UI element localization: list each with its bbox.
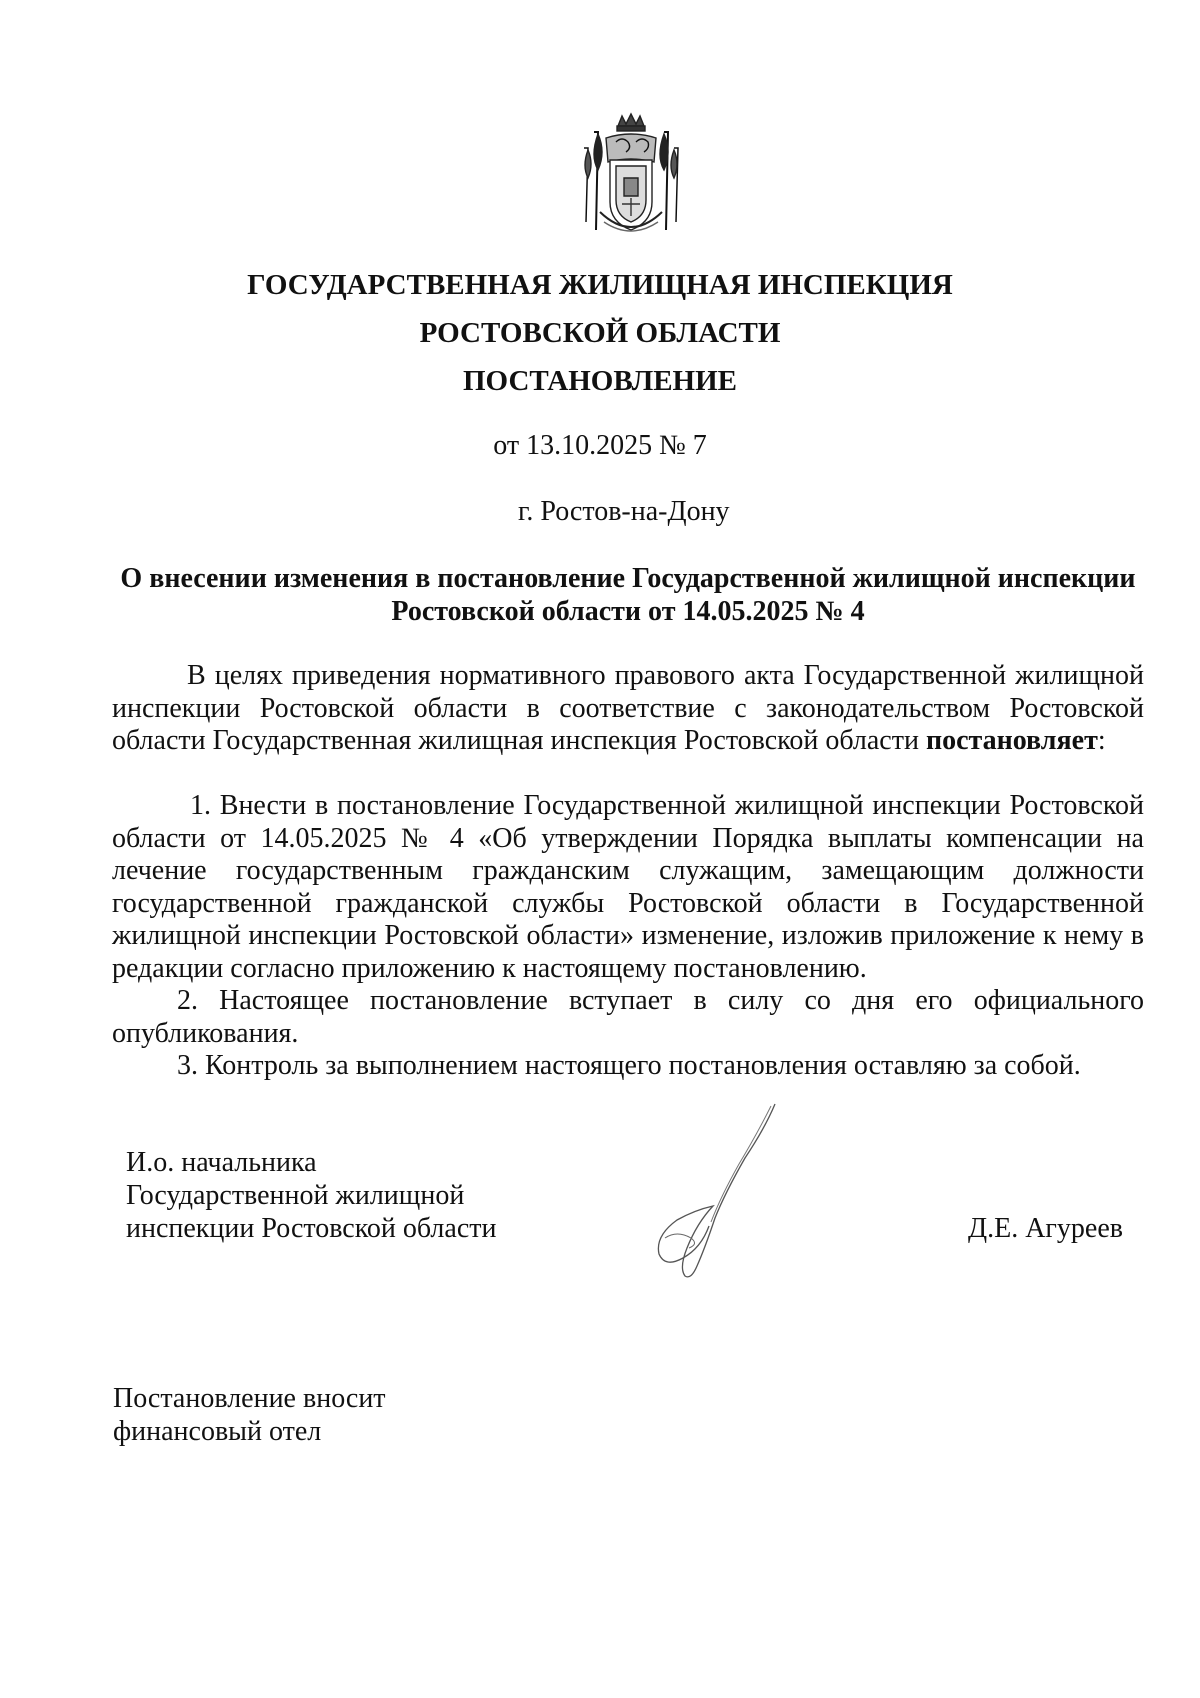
authority-region: РОСТОВСКОЙ ОБЛАСТИ <box>419 317 781 349</box>
signatory-name: Д.Е. Агуреев <box>968 1213 1123 1244</box>
submitted-by <box>113 1382 386 1448</box>
footer-line-1: Постановление вносит <box>113 1383 386 1414</box>
date-number-line: от 13.10.2025 № 7 <box>493 430 707 461</box>
signatory-position <box>126 1146 496 1245</box>
subject-line-1: О внесении изменения в постановление Государственной жилищной инспекции <box>120 563 1136 594</box>
item-3: 3. Контроль за выполнением настоящего постановления оставляю за собой. <box>177 1050 1081 1081</box>
item-1: 1. Внести в постановление Государственной жилищной инспекции Ростовской области от 14.05.2025 № 4 «Об утверждении Порядка выплаты компенсации на лечение государственным гражданским служащим, замещающим должности государственной гражданской службы Ростовской области в Государственной жилищной инспекции Ростовской области» изменение, изложив приложение к нему в редакции согласно приложению к настоящему постановлению. <box>112 790 1144 984</box>
handwritten-signature-icon <box>625 1098 795 1288</box>
document-subject <box>112 562 1144 628</box>
preamble-tail: : <box>1097 725 1106 756</box>
preamble-emphasis: постановляет <box>925 725 1098 756</box>
position-line-1: И.о. начальника <box>126 1147 317 1178</box>
preamble <box>112 660 1144 758</box>
coat-of-arms-icon <box>576 112 686 240</box>
position-line-3: инспекции Ростовской области <box>126 1213 497 1244</box>
city-line: г. Ростов-на-Дону <box>518 496 730 527</box>
resolution-items <box>112 790 1144 1083</box>
position-line-2: Государственной жилищной <box>126 1180 465 1211</box>
authority-title: ГОСУДАРСТВЕННАЯ ЖИЛИЩНАЯ ИНСПЕКЦИЯ <box>247 269 953 301</box>
subject-line-2: Ростовской области от 14.05.2025 № 4 <box>391 596 865 627</box>
footer-line-2: финансовый отел <box>113 1416 322 1447</box>
document-type: ПОСТАНОВЛЕНИЕ <box>462 365 737 397</box>
preamble-text: В целях приведения нормативного правового акта Государственной жилищной инспекции Ростовской области в соответствие с законодательством Ростовской области Государственная жилищная инспекция Ростовской области <box>112 660 1144 756</box>
item-2: 2. Настоящее постановление вступает в силу со дня его официального опубликования. <box>112 985 1144 1049</box>
